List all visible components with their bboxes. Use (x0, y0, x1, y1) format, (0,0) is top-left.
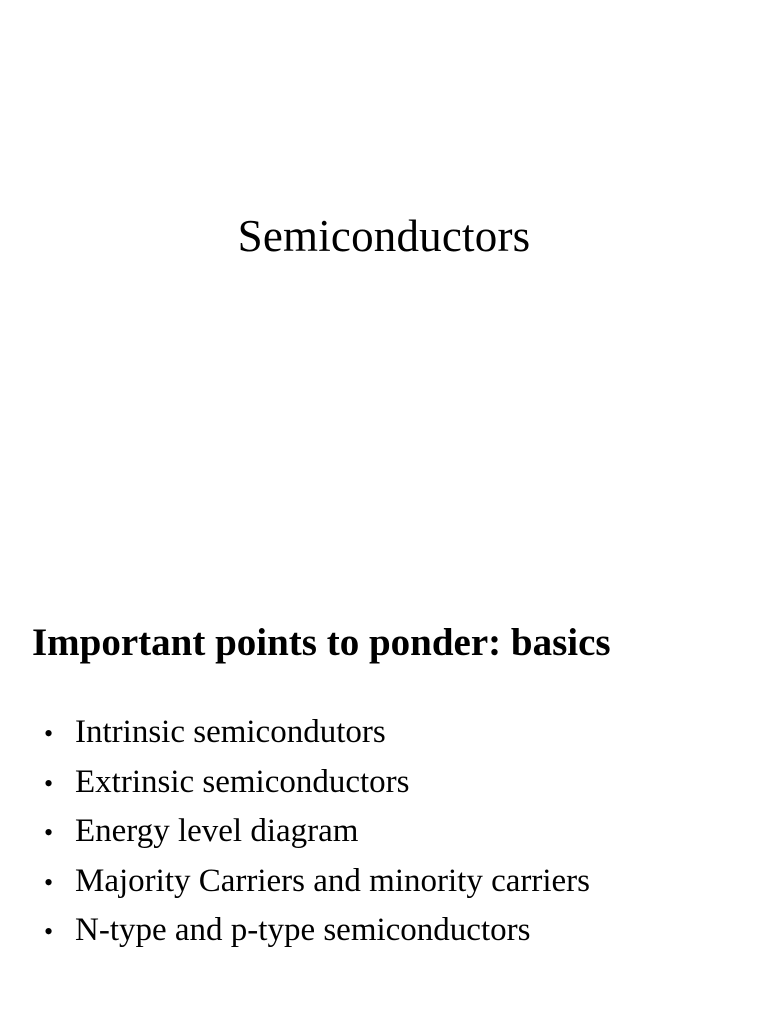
list-item-text: Intrinsic semicondutors (75, 714, 386, 750)
list-item (44, 813, 590, 863)
bullet-icon: • (44, 719, 54, 748)
list-item-text: Majority Carriers and minority carriers (75, 862, 590, 899)
bullet-icon: • (44, 818, 54, 847)
content-slide (0, 576, 768, 1024)
bullet-icon: • (44, 917, 54, 946)
list-item (44, 912, 590, 962)
list-item-text: Extrinsic semiconductors (75, 763, 410, 800)
list-item-text: N-type and p-type semiconductors (75, 912, 531, 948)
bullet-icon: • (44, 768, 54, 798)
list-item (44, 863, 590, 913)
bullet-icon: • (44, 867, 54, 897)
list-item (44, 764, 590, 814)
section-heading: Important points to ponder: basics (32, 621, 611, 664)
slide-title: Semiconductors (237, 211, 531, 261)
bullet-list (44, 714, 590, 962)
list-item-text: Energy level diagram (75, 813, 359, 849)
list-item (44, 714, 590, 764)
